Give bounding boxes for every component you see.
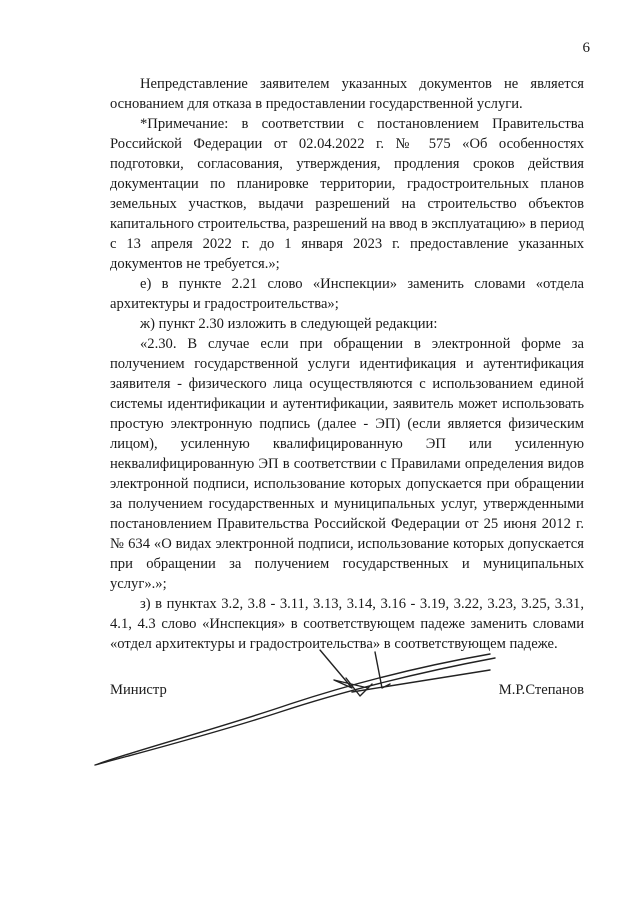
paragraph-1: Непредставление заявителем указанных документов не является основанием для отказа в предоставлении государственной услуги. xyxy=(110,76,584,112)
signature-block xyxy=(110,682,584,706)
signatory-title: Министр xyxy=(110,682,167,698)
signatory-name: М.Р.Степанов xyxy=(498,682,584,698)
paragraph-6: з) в пунктах 3.2, 3.8 - 3.11, 3.13, 3.14, 3.16 - 3.19, 3.22, 3.23, 3.25, 3.31, 4.1, 4.3 слово «Инспекция» в соответствующем падеже заменить словами «отдел архитектуры и градостроительства» в соответствующем падеже. xyxy=(110,596,584,652)
paragraph-4: ж) пункт 2.30 изложить в следующей редакции: xyxy=(140,316,438,332)
document-body xyxy=(110,74,584,654)
paragraph-2: *Примечание: в соответствии с постановлением Правительства Российской Федерации от 02.04.2022 г. № 575 «Об особенностях подготовки, согласования, утверждения, продления сроков действия документации по планировке территории, градостроительных планов земельных участков, выдачи разрешений на строительство объектов капитального строительства, разрешений на ввод в эксплуатацию» в период с 13 апреля 2022 г. до 1 января 2023 г. предоставление указанных документов не требуется.»; xyxy=(110,116,584,272)
paragraph-5: «2.30. В случае если при обращении в электронной форме за получением государственной услуги идентификация и аутентификация заявителя - физического лица осуществляются с использованием единой системы идентификации и аутентификации, заявитель может использовать простую электронную подпись (далее - ЭП) (если является физическим лицом), усиленную квалифицированную ЭП или усиленную неквалифицированную ЭП в соответствии с Правилами определения видов электронной подписи, использование которых допускается при обращении за получением государственных и муниципальных услуг, утвержденными постановлением Правительства Российской Федерации от 25 июня 2012 г. № 634 «О видах электронной подписи, использование которых допускается при обращении за получением государственных и муниципальных услуг».»; xyxy=(110,336,584,592)
page-number: 6 xyxy=(582,40,590,56)
handwritten-signature xyxy=(90,640,510,780)
paragraph-3: е) в пункте 2.21 слово «Инспекции» заменить словами «отдела архитектуры и градостроительства»; xyxy=(110,276,584,312)
